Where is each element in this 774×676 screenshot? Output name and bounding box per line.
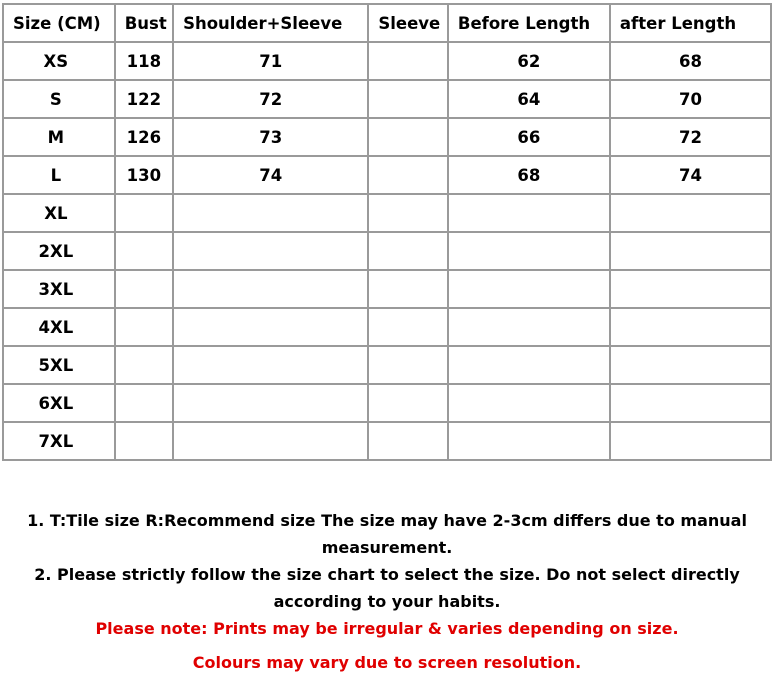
before-length-cell bbox=[448, 384, 610, 422]
sleeve-cell bbox=[368, 384, 448, 422]
size-cell: 6XL bbox=[3, 384, 115, 422]
bust-cell bbox=[115, 346, 173, 384]
size-cell: M bbox=[3, 118, 115, 156]
size-cell: 4XL bbox=[3, 308, 115, 346]
shoulder-sleeve-cell bbox=[173, 232, 368, 270]
size-cell: 5XL bbox=[3, 346, 115, 384]
header-bust: Bust bbox=[115, 4, 173, 42]
warning-colours-vary: Colours may vary due to screen resolution. bbox=[192, 653, 582, 672]
sleeve-cell bbox=[368, 156, 448, 194]
shoulder-sleeve-cell bbox=[173, 270, 368, 308]
after-length-cell bbox=[610, 346, 771, 384]
table-row bbox=[3, 80, 771, 118]
sleeve-cell bbox=[368, 422, 448, 460]
shoulder-sleeve-cell: 73 bbox=[173, 118, 368, 156]
after-length-cell: 74 bbox=[610, 156, 771, 194]
bust-cell: 126 bbox=[115, 118, 173, 156]
table-row bbox=[3, 308, 771, 346]
table-row bbox=[3, 118, 771, 156]
size-cell: 3XL bbox=[3, 270, 115, 308]
table-row bbox=[3, 346, 771, 384]
table-row bbox=[3, 384, 771, 422]
table-row bbox=[3, 422, 771, 460]
before-length-cell bbox=[448, 194, 610, 232]
header-sleeve: Sleeve bbox=[368, 4, 448, 42]
table-header-row bbox=[3, 4, 771, 42]
bust-cell bbox=[115, 232, 173, 270]
bust-cell bbox=[115, 194, 173, 232]
table-row bbox=[3, 194, 771, 232]
shoulder-sleeve-cell: 71 bbox=[173, 42, 368, 80]
size-chart-table bbox=[2, 3, 772, 461]
after-length-cell: 68 bbox=[610, 42, 771, 80]
header-after-length: after Length bbox=[610, 4, 771, 42]
bust-cell bbox=[115, 308, 173, 346]
size-cell: 2XL bbox=[3, 232, 115, 270]
table-row bbox=[3, 232, 771, 270]
table-row bbox=[3, 42, 771, 80]
sleeve-cell bbox=[368, 80, 448, 118]
warning-prints-irregular: Please note: Prints may be irregular & varies depending on size. bbox=[95, 619, 679, 638]
size-cell: XS bbox=[3, 42, 115, 80]
size-cell: S bbox=[3, 80, 115, 118]
shoulder-sleeve-cell bbox=[173, 308, 368, 346]
bust-cell bbox=[115, 422, 173, 460]
after-length-cell: 72 bbox=[610, 118, 771, 156]
header-shoulder-sleeve: Shoulder+Sleeve bbox=[173, 4, 368, 42]
before-length-cell bbox=[448, 232, 610, 270]
before-length-cell bbox=[448, 308, 610, 346]
size-notes bbox=[14, 507, 760, 676]
shoulder-sleeve-cell bbox=[173, 346, 368, 384]
sleeve-cell bbox=[368, 308, 448, 346]
after-length-cell bbox=[610, 384, 771, 422]
before-length-cell: 66 bbox=[448, 118, 610, 156]
after-length-cell: 70 bbox=[610, 80, 771, 118]
header-size: Size (CM) bbox=[3, 4, 115, 42]
shoulder-sleeve-cell bbox=[173, 384, 368, 422]
table-row bbox=[3, 270, 771, 308]
note-manual-measurement: 1. T:Tile size R:Recommend size The size may have 2-3cm differs due to manual measurement. bbox=[27, 511, 747, 557]
bust-cell bbox=[115, 384, 173, 422]
before-length-cell bbox=[448, 346, 610, 384]
size-cell: XL bbox=[3, 194, 115, 232]
before-length-cell: 62 bbox=[448, 42, 610, 80]
sleeve-cell bbox=[368, 42, 448, 80]
size-cell: L bbox=[3, 156, 115, 194]
size-cell: 7XL bbox=[3, 422, 115, 460]
before-length-cell bbox=[448, 422, 610, 460]
after-length-cell bbox=[610, 422, 771, 460]
shoulder-sleeve-cell: 74 bbox=[173, 156, 368, 194]
sleeve-cell bbox=[368, 270, 448, 308]
before-length-cell: 64 bbox=[448, 80, 610, 118]
shoulder-sleeve-cell bbox=[173, 194, 368, 232]
after-length-cell bbox=[610, 270, 771, 308]
bust-cell: 118 bbox=[115, 42, 173, 80]
header-before-length: Before Length bbox=[448, 4, 610, 42]
shoulder-sleeve-cell: 72 bbox=[173, 80, 368, 118]
before-length-cell bbox=[448, 270, 610, 308]
after-length-cell bbox=[610, 194, 771, 232]
before-length-cell: 68 bbox=[448, 156, 610, 194]
bust-cell: 122 bbox=[115, 80, 173, 118]
sleeve-cell bbox=[368, 118, 448, 156]
table-row bbox=[3, 156, 771, 194]
bust-cell: 130 bbox=[115, 156, 173, 194]
after-length-cell bbox=[610, 308, 771, 346]
shoulder-sleeve-cell bbox=[173, 422, 368, 460]
note-follow-size-chart: 2. Please strictly follow the size chart to select the size. Do not select directly according to your habits. bbox=[34, 565, 740, 611]
sleeve-cell bbox=[368, 232, 448, 270]
sleeve-cell bbox=[368, 346, 448, 384]
sleeve-cell bbox=[368, 194, 448, 232]
after-length-cell bbox=[610, 232, 771, 270]
bust-cell bbox=[115, 270, 173, 308]
